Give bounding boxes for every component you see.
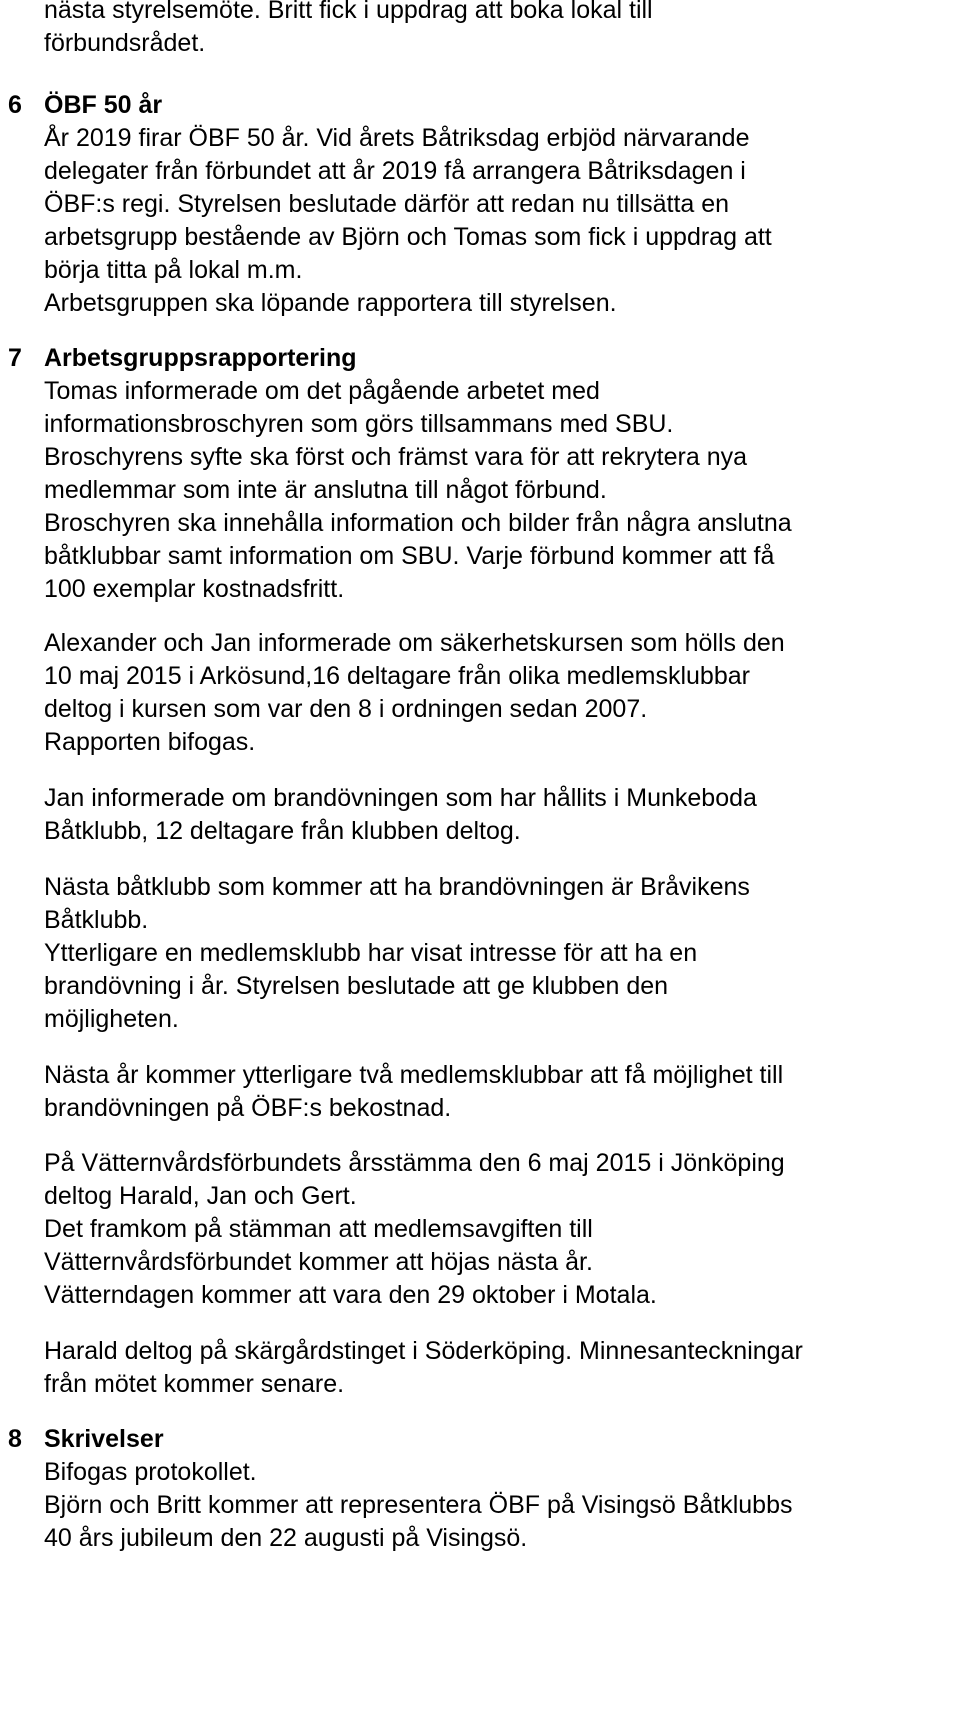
body-text-line: Rapporten bifogas. [44, 728, 256, 756]
body-text-line: deltog Harald, Jan och Gert. [44, 1182, 357, 1210]
body-text-line: Båtklubb, 12 deltagare från klubben deltog. [44, 817, 521, 845]
body-text-line: Arbetsgruppen ska löpande rapportera till styrelsen. [44, 289, 617, 317]
body-text-line: Det framkom på stämman att medlemsavgiften till [44, 1215, 593, 1243]
body-text-line: börja titta på lokal m.m. [44, 256, 303, 284]
body-text-line: 100 exemplar kostnadsfritt. [44, 575, 345, 603]
body-text-line: Broschyren ska innehålla information och bilder från några anslutna [44, 509, 792, 537]
body-text-line: ÖBF:s regi. Styrelsen beslutade därför att redan nu tillsätta en [44, 190, 730, 218]
body-text-line: delegater från förbundet att år 2019 få arrangera Båtriksdagen i [44, 157, 746, 185]
body-text-line: medlemmar som inte är anslutna till något förbund. [44, 476, 607, 504]
body-text-line: Nästa år kommer ytterligare två medlemsklubbar att få möjlighet till [44, 1061, 784, 1089]
body-text-line: deltog i kursen som var den 8 i ordningen sedan 2007. [44, 695, 648, 723]
body-text-line: Bifogas protokollet. [44, 1458, 257, 1486]
body-text-line: Broschyrens syfte ska först och främst vara för att rekrytera nya [44, 443, 748, 471]
body-text-line: Alexander och Jan informerade om säkerhetskursen som hölls den [44, 629, 785, 657]
body-text-line: År 2019 firar ÖBF 50 år. Vid årets Båtriksdag erbjöd närvarande [44, 124, 750, 152]
body-text-line: 40 års jubileum den 22 augusti på Visingsö. [44, 1524, 528, 1552]
body-text-line: Båtklubb. [44, 906, 149, 934]
body-text-line: informationsbroschyren som görs tillsammans med SBU. [44, 410, 674, 438]
body-text-line: möjligheten. [44, 1005, 179, 1033]
body-text-line: från mötet kommer senare. [44, 1370, 345, 1398]
body-text-line: arbetsgrupp bestående av Björn och Tomas som fick i uppdrag att [44, 223, 772, 251]
body-text-line: Vätternvårdsförbundet kommer att höjas nästa år. [44, 1248, 593, 1276]
body-text-line: Vätterndagen kommer att vara den 29 oktober i Motala. [44, 1281, 657, 1309]
body-text-line: Jan informerade om brandövningen som har hållits i Munkeboda [44, 784, 757, 812]
body-text-line: Harald deltog på skärgårdstinget i Söderköping. Minnesanteckningar [44, 1337, 803, 1365]
section-heading: Skrivelser [44, 1425, 164, 1453]
body-text-line: Ytterligare en medlemsklubb har visat intresse för att ha en [44, 939, 698, 967]
body-text-line: Tomas informerade om det pågående arbetet med [44, 377, 600, 405]
body-text-line: båtklubbar samt information om SBU. Varje förbund kommer att få [44, 542, 775, 570]
body-text-line: Nästa båtklubb som kommer att ha brandövningen är Bråvikens [44, 873, 750, 901]
body-text-line: förbundsrådet. [44, 29, 206, 57]
body-text-line: Björn och Britt kommer att representera ÖBF på Visingsö Båtklubbs [44, 1491, 793, 1519]
body-text-line: nästa styrelsemöte. Britt fick i uppdrag att boka lokal till [44, 0, 653, 24]
section-number: 6 [8, 91, 22, 119]
body-text-line: På Vätternvårdsförbundets årsstämma den 6 maj 2015 i Jönköping [44, 1149, 785, 1177]
section-heading: Arbetsgruppsrapportering [44, 344, 357, 372]
section-number: 7 [8, 344, 22, 372]
body-text-line: brandövningen på ÖBF:s bekostnad. [44, 1094, 452, 1122]
section-heading: ÖBF 50 år [44, 91, 163, 119]
body-text-line: 10 maj 2015 i Arkösund,16 deltagare från olika medlemsklubbar [44, 662, 750, 690]
body-text-line: brandövning i år. Styrelsen beslutade att ge klubben den [44, 972, 669, 1000]
section-number: 8 [8, 1425, 22, 1453]
